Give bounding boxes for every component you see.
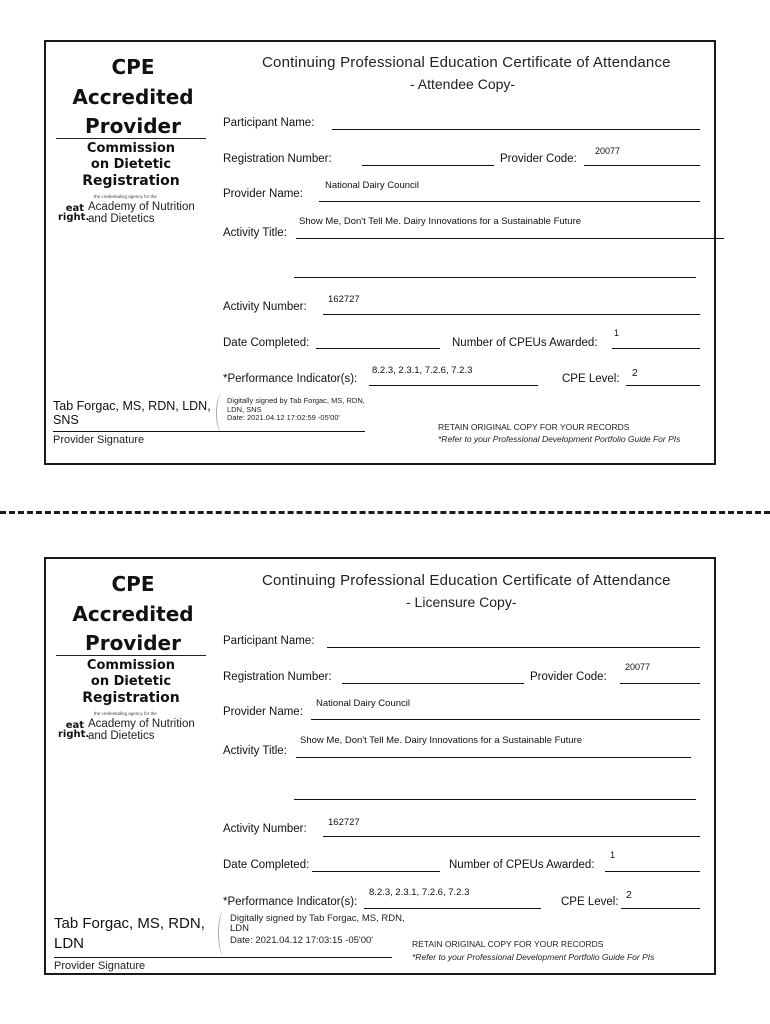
provider-name-field[interactable] <box>319 201 700 202</box>
signer-name-line1: Tab Forgac, MS, RDN, LDN, <box>53 399 211 413</box>
date-completed-field[interactable] <box>316 348 440 349</box>
cpeus-label: Number of CPEUs Awarded: <box>452 337 598 349</box>
provider-name-field[interactable] <box>311 719 700 720</box>
cpeus-value: 1 <box>614 328 620 338</box>
cpeus-field[interactable] <box>612 348 700 349</box>
activity-title-field[interactable] <box>296 757 691 758</box>
participant-name-label: Participant Name: <box>223 117 315 129</box>
activity-title-field-line2[interactable] <box>294 277 696 278</box>
certificate-title: Continuing Professional Education Certificate of Attendance <box>262 54 671 71</box>
date-completed-label: Date Completed: <box>223 859 310 871</box>
logo-cdr-line1: Commission <box>86 658 176 673</box>
logo-cdr-line3: Registration <box>82 690 180 706</box>
logo-agency-text: the credentialing agency for the <box>94 711 157 716</box>
participant-name-field[interactable] <box>332 129 700 130</box>
performance-indicator-field[interactable] <box>369 385 538 386</box>
copy-label: - Licensure Copy- <box>406 594 517 610</box>
activity-title-label: Activity Title: <box>223 745 287 757</box>
certificate-title: Continuing Professional Education Certificate of Attendance <box>262 572 671 589</box>
cpeus-label: Number of CPEUs Awarded: <box>449 859 595 871</box>
performance-indicator-value: 8.2.3, 2.3.1, 7.2.6, 7.2.3 <box>372 365 473 376</box>
provider-signature-label: Provider Signature <box>53 434 145 446</box>
eat-right-logo-eat: eat <box>65 203 84 214</box>
logo-accredited: Accredited <box>72 85 194 109</box>
registration-number-label: Registration Number: <box>223 153 332 165</box>
cpe-level-label: CPE Level: <box>561 896 619 908</box>
digital-signature-text: Digitally signed by Tab Forgac, MS, RDN, LDN <box>230 913 405 934</box>
logo-divider <box>56 655 206 656</box>
logo-cpe: CPE <box>111 572 155 596</box>
refer-notice: *Refer to your Professional Development Portfolio Guide For PIs <box>438 434 681 444</box>
activity-title-value: Show Me, Don't Tell Me. Dairy Innovations for a Sustainable Future <box>299 216 582 227</box>
participant-name-label: Participant Name: <box>223 635 315 647</box>
activity-title-value: Show Me, Don't Tell Me. Dairy Innovations for a Sustainable Future <box>300 735 583 746</box>
activity-number-field[interactable] <box>323 836 700 837</box>
eat-right-logo-right: right. <box>58 212 90 223</box>
provider-name-value: National Dairy Council <box>325 180 419 191</box>
activity-title-field[interactable] <box>296 238 724 239</box>
cpe-level-field[interactable] <box>626 385 700 386</box>
provider-name-label: Provider Name: <box>223 706 303 718</box>
date-completed-field[interactable] <box>312 871 440 872</box>
performance-indicator-label: *Performance Indicator(s): <box>223 373 358 385</box>
retain-notice: RETAIN ORIGINAL COPY FOR YOUR RECORDS <box>412 939 604 949</box>
registration-number-field[interactable] <box>362 165 494 166</box>
eat-right-logo-eat: eat <box>65 720 84 731</box>
signature-mark <box>218 911 229 955</box>
provider-code-label: Provider Code: <box>530 671 607 683</box>
signer-name-line1: Tab Forgac, MS, RDN, <box>54 915 205 932</box>
registration-number-label: Registration Number: <box>223 671 332 683</box>
provider-code-field[interactable] <box>584 165 700 166</box>
eat-right-logo-right: right. <box>58 729 90 740</box>
activity-title-label: Activity Title: <box>223 227 287 239</box>
signature-mark <box>216 394 227 432</box>
date-completed-label: Date Completed: <box>223 337 310 349</box>
logo-cdr-line1: Commission <box>86 141 176 156</box>
participant-name-field[interactable] <box>327 647 700 648</box>
provider-name-value: National Dairy Council <box>316 698 410 709</box>
logo-cdr-line2: on Dietetic <box>90 157 172 172</box>
activity-number-label: Activity Number: <box>223 301 307 313</box>
logo-divider <box>56 138 206 139</box>
cpe-level-value: 2 <box>632 367 638 379</box>
eat-right-logo <box>58 720 90 740</box>
logo-provider: Provider <box>85 114 181 138</box>
provider-signature-line <box>54 957 392 958</box>
cpe-level-field[interactable] <box>621 908 700 909</box>
provider-code-value: 20077 <box>625 662 651 672</box>
logo-accredited: Accredited <box>72 602 194 626</box>
cpe-level-label: CPE Level: <box>562 373 620 385</box>
digital-signature-date: Date: 2021.04.12 17:03:15 -05'00' <box>230 935 374 946</box>
eat-right-logo <box>58 203 90 223</box>
logo-academy-line2: and Dietetics <box>88 730 155 742</box>
logo-agency-text: the credentialing agency for the <box>94 194 157 199</box>
cpe-level-value: 2 <box>626 889 632 901</box>
certificate-attendee-copy <box>44 40 716 465</box>
performance-indicator-value: 8.2.3, 2.3.1, 7.2.6, 7.2.3 <box>369 887 470 898</box>
provider-signature-line <box>53 431 365 432</box>
refer-notice: *Refer to your Professional Development Portfolio Guide For PIs <box>412 952 655 962</box>
logo-cdr-line3: Registration <box>82 173 180 189</box>
logo-academy-line1: Academy of Nutrition <box>88 718 195 730</box>
activity-title-field-line2[interactable] <box>294 799 696 800</box>
activity-number-field[interactable] <box>323 314 700 315</box>
logo-academy-line2: and Dietetics <box>88 213 155 225</box>
retain-notice: RETAIN ORIGINAL COPY FOR YOUR RECORDS <box>438 422 630 432</box>
logo-provider: Provider <box>85 631 181 655</box>
cut-line-divider <box>0 511 770 514</box>
activity-number-value: 162727 <box>328 817 360 828</box>
provider-code-field[interactable] <box>620 683 700 684</box>
performance-indicator-field[interactable] <box>364 908 541 909</box>
copy-label: - Attendee Copy- <box>410 76 516 92</box>
signer-name-line2: SNS <box>53 413 79 427</box>
provider-code-value: 20077 <box>595 146 621 156</box>
activity-number-value: 162727 <box>328 294 360 305</box>
provider-code-label: Provider Code: <box>500 153 577 165</box>
digital-signature-date: Date: 2021.04.12 17:02:59 -05'00' <box>227 413 340 422</box>
provider-name-label: Provider Name: <box>223 188 303 200</box>
logo-cdr-line2: on Dietetic <box>90 674 172 689</box>
registration-number-field[interactable] <box>342 683 524 684</box>
logo-cpe: CPE <box>111 55 155 79</box>
logo-academy-line1: Academy of Nutrition <box>88 201 195 213</box>
certificate-licensure-copy <box>44 557 716 975</box>
cpeus-field[interactable] <box>605 871 700 872</box>
performance-indicator-label: *Performance Indicator(s): <box>223 896 358 908</box>
signer-name-line2: LDN <box>54 935 85 952</box>
provider-signature-label: Provider Signature <box>54 960 146 972</box>
activity-number-label: Activity Number: <box>223 823 307 835</box>
cpeus-value: 1 <box>610 850 616 860</box>
digital-signature-text: Digitally signed by Tab Forgac, MS, RDN, LDN, SNS <box>227 396 365 414</box>
